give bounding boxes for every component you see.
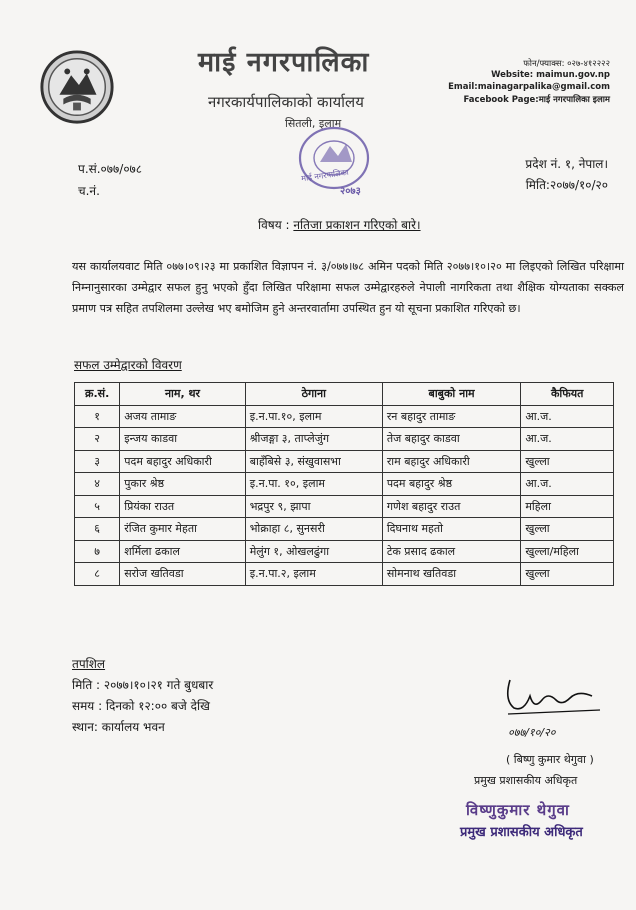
cell-father: गणेश बहादुर राउत bbox=[382, 495, 521, 518]
cell-sn: ५ bbox=[75, 495, 120, 518]
cell-sn: ७ bbox=[75, 540, 120, 563]
schedule-date: मिति : २०७७।१०।२१ गते बुधबार bbox=[72, 678, 214, 692]
cell-remark: महिला bbox=[521, 495, 614, 518]
table-row bbox=[75, 473, 614, 496]
seal-title: प्रमुख प्रशासकीय अधिकृत bbox=[460, 825, 583, 840]
cell-address: इ.न.पा. १०, इलाम bbox=[245, 473, 382, 496]
cell-address: इ.न.पा.१०, इलाम bbox=[245, 405, 382, 428]
cell-sn: ४ bbox=[75, 473, 120, 496]
cell-address: भद्रपुर ९, झापा bbox=[245, 495, 382, 518]
cell-remark: आ.ज. bbox=[521, 405, 614, 428]
cell-remark: खुल्ला bbox=[521, 563, 614, 586]
cell-name: सरोज खतिवडा bbox=[120, 563, 245, 586]
cell-father: राम बहादुर अधिकारी bbox=[382, 450, 521, 473]
cell-sn: ३ bbox=[75, 450, 120, 473]
signed-date: ०७७/१०/२० bbox=[508, 726, 556, 739]
cell-name: पदम बहादुर अधिकारी bbox=[120, 450, 245, 473]
cell-sn: १ bbox=[75, 405, 120, 428]
reference-number: प.सं.०७७/०७८ bbox=[78, 162, 143, 176]
cell-remark: खुल्ला bbox=[521, 518, 614, 541]
table-row bbox=[75, 518, 614, 541]
contact-email: Email:mainagarpalika@gmail.com bbox=[448, 82, 610, 92]
cell-address: श्रीजङ्गा ३, ताप्लेजुंग bbox=[245, 428, 382, 451]
cell-father: सोमनाथ खतिवडा bbox=[382, 563, 521, 586]
table-header-row bbox=[75, 383, 614, 406]
cell-name: रंजित कुमार मेहता bbox=[120, 518, 245, 541]
cell-sn: ८ bbox=[75, 563, 120, 586]
col-header-sn: क्र.सं. bbox=[75, 383, 120, 406]
cell-address: इ.न.पा.२, इलाम bbox=[245, 563, 382, 586]
province-label: प्रदेश नं. १, नेपाल। bbox=[525, 157, 608, 171]
subject-line bbox=[258, 216, 421, 233]
cell-father: टेक प्रसाद ढकाल bbox=[382, 540, 521, 563]
cell-remark: खुल्ला bbox=[521, 450, 614, 473]
nepal-emblem-icon bbox=[38, 48, 116, 126]
cell-remark: आ.ज. bbox=[521, 473, 614, 496]
stamp-year: २०७३ bbox=[340, 186, 361, 197]
schedule-title: तपशिल bbox=[72, 657, 106, 671]
notice-date: मिति:२०७७/१०/२० bbox=[525, 178, 608, 192]
table-row bbox=[75, 405, 614, 428]
office-place: सितली, इलाम bbox=[285, 117, 342, 130]
cell-address: भोक्राहा ८, सुनसरी bbox=[245, 518, 382, 541]
contact-phone: फोन/फ्याक्स: ०२७-४१२२२२ bbox=[523, 59, 610, 69]
contact-facebook: Facebook Page:माई नगरपालिका इलाम bbox=[463, 95, 610, 105]
signer-name: ( बिष्णु कुमार थेगुवा ) bbox=[506, 753, 594, 766]
section-title: सफल उम्मेद्वारको विवरण bbox=[74, 358, 182, 372]
table-row bbox=[75, 428, 614, 451]
cell-father: तेज बहादुर काडवा bbox=[382, 428, 521, 451]
cell-father: पदम बहादुर श्रेष्ठ bbox=[382, 473, 521, 496]
cell-name: इन्जय काडवा bbox=[120, 428, 245, 451]
cell-father: दिघनाथ महतो bbox=[382, 518, 521, 541]
cell-name: अजय तामाङ bbox=[120, 405, 245, 428]
seal-name: विष्णुकुमार थेगुवा bbox=[466, 801, 570, 819]
cell-address: मेलुंग १, ओखलढुंगा bbox=[245, 540, 382, 563]
candidates-table bbox=[74, 382, 614, 586]
cell-remark: खुल्ला/महिला bbox=[521, 540, 614, 563]
table-row bbox=[75, 450, 614, 473]
table-row bbox=[75, 563, 614, 586]
col-header-father: बाबुको नाम bbox=[382, 383, 521, 406]
stamp-text: माई नगरपालिका bbox=[300, 167, 350, 184]
office-stamp-icon bbox=[292, 122, 376, 200]
dispatch-number: च.नं. bbox=[78, 184, 100, 198]
table-row bbox=[75, 540, 614, 563]
schedule-place: स्थान: कार्यालय भवन bbox=[72, 720, 165, 734]
col-header-name: नाम, थर bbox=[120, 383, 245, 406]
cell-name: शर्मिला ढकाल bbox=[120, 540, 245, 563]
cell-sn: ६ bbox=[75, 518, 120, 541]
col-header-remark: कैफियत bbox=[521, 383, 614, 406]
subject-value: नतिजा प्रकाशन गरिएको बारे। bbox=[293, 218, 421, 232]
notice-body: यस कार्यालयवाट मिति ०७७।०९।२३ मा प्रकाशित विज्ञापन नं. ३/०७७।७८ अमिन पदको मिति २०७७।१०।२० मा लिइएको लिखित परिक्षामा निम्नानुसारका उम्मेद्वार सफल हुनु भएको हुँदा लिखित परिक्षामा सफल उम्मेद्वारहरुले नेपाली नागरिकता तथा शैक्षिक योग्यताका सक्कल प्रमाण पत्र सहित तपशिलमा उल्लेख भए बमोजिम हुने अन्तरवार्तामा उपस्थित हुन यो सूचना प्रकाशित गरिएको छ। bbox=[72, 260, 624, 315]
subject-label: विषय : bbox=[258, 218, 290, 232]
col-header-address: ठेगाना bbox=[245, 383, 382, 406]
cell-remark: आ.ज. bbox=[521, 428, 614, 451]
table-row bbox=[75, 495, 614, 518]
cell-name: प्रियंका राउत bbox=[120, 495, 245, 518]
org-name: माई नगरपालिका bbox=[198, 47, 370, 78]
cell-address: बाहँबिसे ३, संखुवासभा bbox=[245, 450, 382, 473]
contact-website: Website: maimun.gov.np bbox=[491, 70, 610, 80]
schedule-time: समय : दिनको १२:०० बजे देखि bbox=[72, 699, 210, 713]
office-name: नगरकार्यपालिकाको कार्यालय bbox=[208, 93, 364, 111]
cell-sn: २ bbox=[75, 428, 120, 451]
signer-title: प्रमुख प्रशासकीय अधिकृत bbox=[474, 774, 578, 787]
cell-father: रन बहादुर तामाङ bbox=[382, 405, 521, 428]
cell-name: पुकार श्रेष्ठ bbox=[120, 473, 245, 496]
